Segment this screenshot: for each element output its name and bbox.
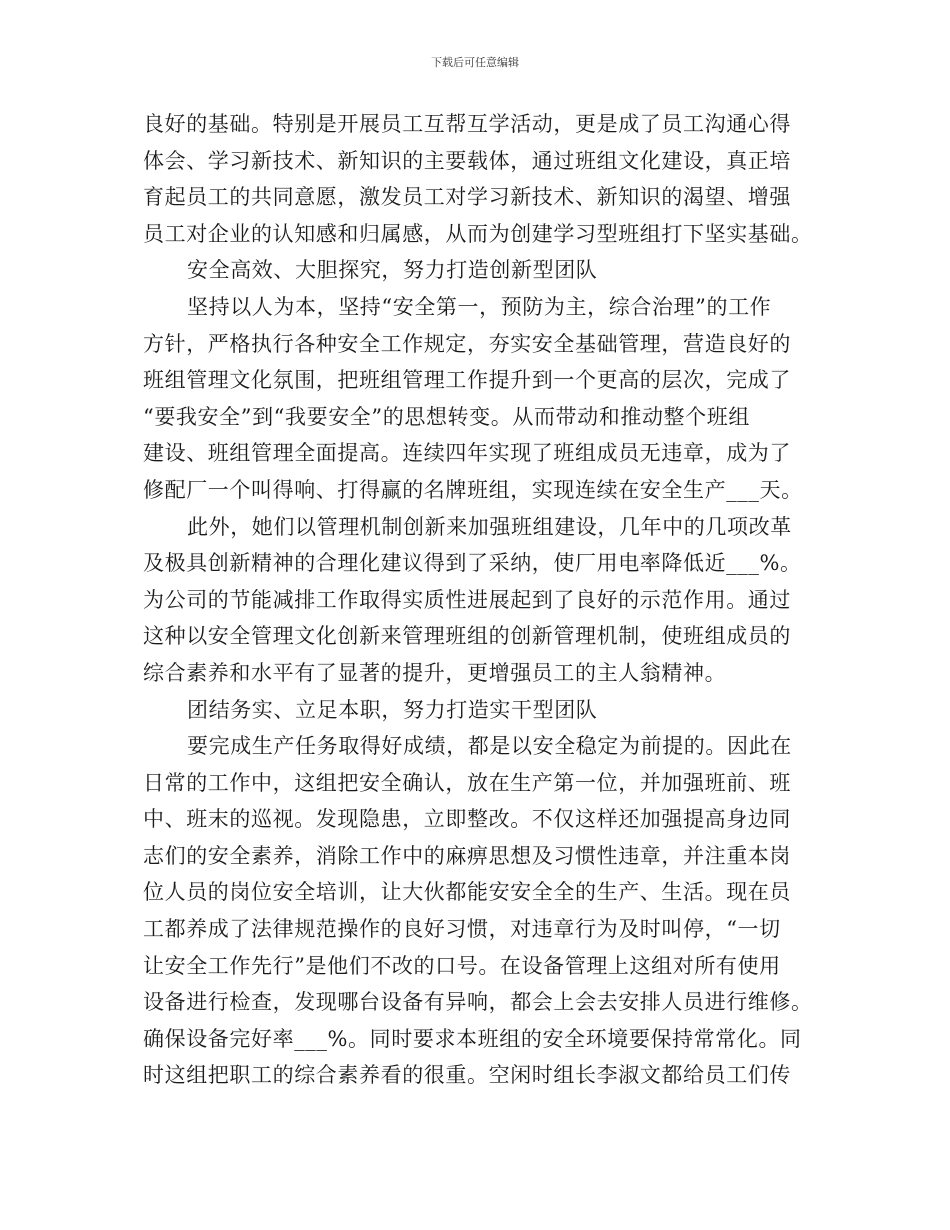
text-line: 中、班末的巡视。发现隐患，立即整改。不仅这样还加强提高身边同 bbox=[143, 807, 791, 832]
text-line: 育起员工的共同意愿，激发员工对学习新技术、新知识的渴望、增强 bbox=[143, 185, 791, 210]
text-line: 方针，严格执行各种安全工作规定，夯实安全基础管理，营造良好的 bbox=[143, 331, 791, 356]
text-line: 及极具创新精神的合理化建议得到了采纳，使厂用电率降低近___%。 bbox=[143, 551, 802, 576]
text-line: 设备进行检查，发现哪台设备有异响，都会上会去安排人员进行维修。 bbox=[143, 990, 813, 1015]
text-line: 坚持以人为本，坚持“安全第一，预防为主，综合治理”的工作 bbox=[187, 294, 772, 319]
text-line: 综合素养和水平有了显著的提升，更增强员工的主人翁精神。 bbox=[143, 660, 727, 685]
text-line: 要完成生产任务取得好成绩，都是以安全稳定为前提的。因此在 bbox=[187, 734, 792, 759]
section-heading: 安全高效、大胆探究，努力打造创新型团队 bbox=[187, 258, 598, 283]
text-line: 班组管理文化氛围，把班组管理工作提升到一个更高的层次，完成了 bbox=[143, 368, 791, 393]
section-heading: 团结务实、立足本职，努力打造实干型团队 bbox=[187, 697, 598, 722]
text-line: 为公司的节能减排工作取得实质性进展起到了良好的示范作用。通过 bbox=[143, 587, 791, 612]
text-line: 位人员的岗位安全培训，让大伙都能安安全全的生产、生活。现在员 bbox=[143, 880, 791, 905]
text-line: 体会、学习新技术、新知识的主要载体，通过班组文化建设，真正培 bbox=[143, 148, 791, 173]
text-line: 此外，她们以管理机制创新来加强班组建设，几年中的几项改革 bbox=[187, 514, 792, 539]
text-line: 工都养成了法律规范操作的良好习惯，对违章行为及时叫停，“一切 bbox=[143, 917, 781, 942]
text-line: 员工对企业的认知感和归属感，从而为创建学习型班组打下坚实基础。 bbox=[143, 221, 813, 246]
text-line: 让安全工作先行”是他们不改的口号。在设备管理上这组对所有使用 bbox=[143, 953, 781, 978]
text-line: 修配厂一个叫得响、打得赢的名牌班组，实现连续在安全生产___天。 bbox=[143, 477, 803, 502]
text-line: 建设、班组管理全面提高。连续四年实现了班组成员无违章，成为了 bbox=[143, 441, 791, 466]
page-header: 下载后可任意编辑 bbox=[431, 56, 519, 69]
text-line: 志们的安全素养，消除工作中的麻痹思想及习惯性违章，并注重本岗 bbox=[143, 843, 791, 868]
text-line: “要我安全”到“我要安全”的思想转变。从而带动和推动整个班组 bbox=[143, 404, 750, 429]
document-body bbox=[143, 106, 823, 1094]
text-line: 时这组把职工的综合素养看的很重。空闲时组长李淑文都给员工们传 bbox=[143, 1063, 791, 1088]
text-line: 日常的工作中，这组把安全确认，放在生产第一位，并加强班前、班 bbox=[143, 770, 791, 795]
text-line: 良好的基础。特别是开展员工互帮互学活动，更是成了员工沟通心得 bbox=[143, 112, 791, 136]
text-line: 确保设备完好率___%。同时要求本班组的安全环境要保持常常化。同 bbox=[143, 1026, 802, 1051]
text-line: 这种以安全管理文化创新来管理班组的创新管理机制，使班组成员的 bbox=[143, 624, 791, 649]
